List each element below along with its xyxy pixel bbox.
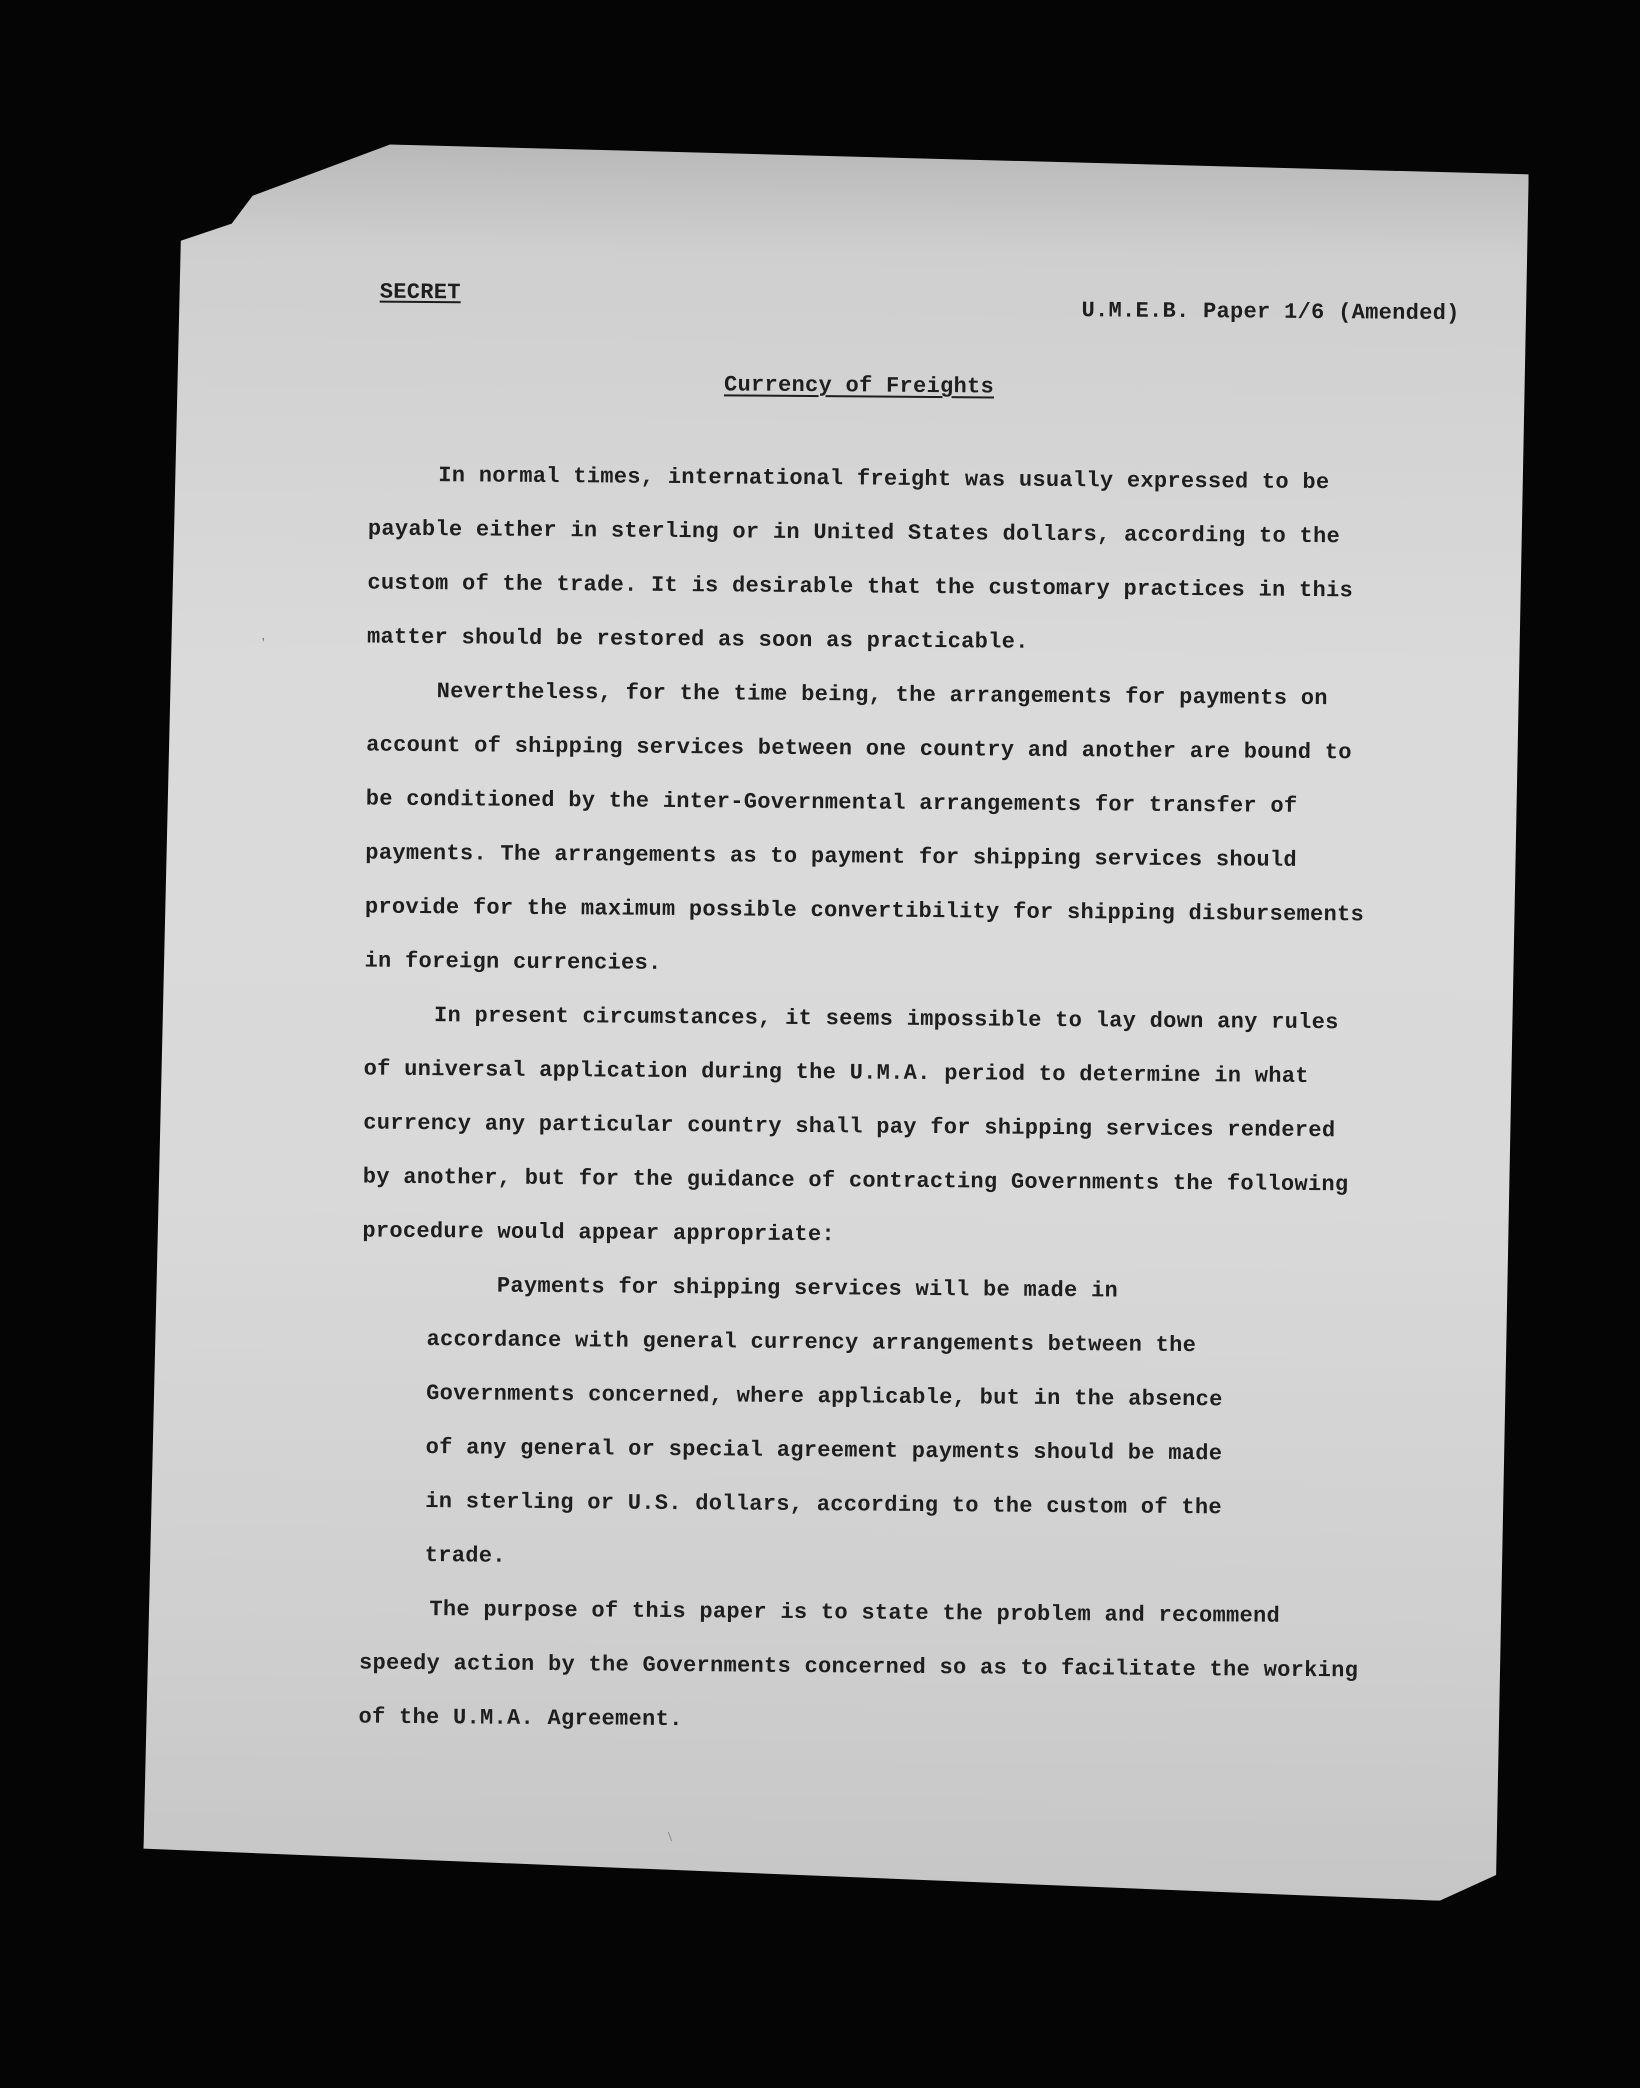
paragraph-1: In normal times, international freight was usually expressed to be payable either in sterling or in United States dollars, according to the custom of the trade. It is desirable that the customary practices in this matter should be restored as soon as practicable. [366, 463, 1354, 655]
scan-speck: \ [668, 1830, 672, 1845]
document-title: Currency of Freights [723, 372, 995, 400]
paragraph-2: Nevertheless, for the time being, the arrangements for payments on account of shipping services between one country and another are bound to be conditioned by the inter-Governmental arrangements for transfer of payments. The arrangements as to payment for shipping services should provide for the maximum possible convertibility for shipping disbursements in foreign currencies. [364, 679, 1365, 976]
paragraph-3: In present circumstances, it seems impossible to lay down any rules of universal application during the U.M.A. period to determine in what currency any particular country shall pay for shipping services rendered by another, but for the guidance of contracting Governments the following procedure would appear appropriate: [362, 1003, 1349, 1248]
classification-marking: SECRET [379, 279, 461, 306]
paper-reference: U.M.E.B. Paper 1/6 (Amended) [1081, 298, 1460, 327]
closing-paragraph: The purpose of this paper is to state the problem and recommend speedy action by the Governments concerned so as to facilitate the working of the U.M.A. Agreement. [358, 1597, 1359, 1733]
document-content [198, 0, 1460, 1805]
quoted-procedure: Payments for shipping services will be made in accordance with general currency arrangements between the Governments concerned, where applicable, but in the absence of any general or special agreement payments should be made in sterling or U.S. dollars, according to the custom of the trade. [424, 1273, 1223, 1569]
document-body [358, 449, 1378, 1753]
scan-speck: ' [262, 636, 265, 651]
